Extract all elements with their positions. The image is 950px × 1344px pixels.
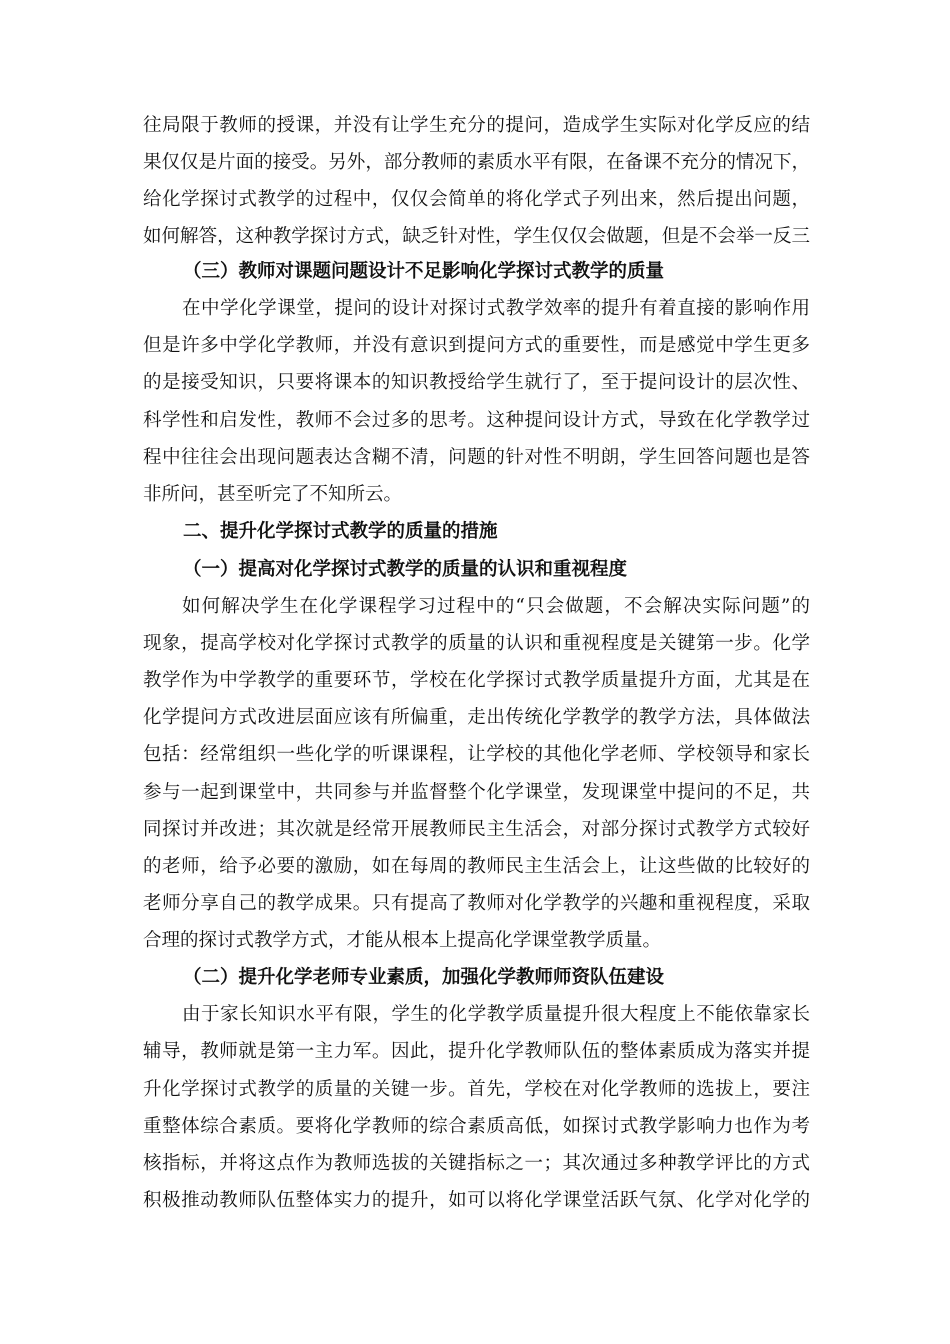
paragraph-line: 参与一起到课堂中，共同参与并监督整个化学课堂，发现课堂中提问的不足，共	[143, 782, 810, 803]
paragraph-line: 如何解答，这种教学探讨方式，缺乏针对性，学生仅仅会做题，但是不会举一反三	[143, 226, 810, 247]
paragraph-line: 程中往往会出现问题表达含糊不清，问题的针对性不明朗，学生回答问题也是答	[143, 447, 810, 468]
paragraph-line: 现象，提高学校对化学探讨式教学的质量的认识和重视程度是关键第一步。化学	[143, 633, 810, 654]
paragraph-line: 教学作为中学教学的重要环节，学校在化学探讨式教学质量提升方面，尤其是在	[143, 670, 810, 691]
paragraph-line: 辅导，教师就是第一主力军。因此，提升化学教师队伍的整体素质成为落实并提	[143, 1041, 810, 1062]
paragraph-line: 非所问，甚至听完了不知所云。	[143, 484, 403, 505]
paragraph-line: 在中学化学课堂，提问的设计对探讨式教学效率的提升有着直接的影响作用	[182, 298, 810, 319]
paragraph-line: 化学提问方式改进层面应该有所偏重，走出传统化学教学的教学方法，具体做法	[143, 707, 810, 728]
paragraph-line: 科学性和启发性，教师不会过多的思考。这种提问设计方式，导致在化学教学过	[143, 410, 810, 431]
paragraph-line: 核指标，并将这点作为教师选拔的关键指标之一；其次通过多种教学评比的方式	[143, 1153, 810, 1174]
paragraph-line: 合理的探讨式教学方式，才能从根本上提高化学课堂教学质量。	[143, 930, 662, 951]
paragraph-line: 的老师，给予必要的激励，如在每周的教师民主生活会上，让这些做的比较好的	[143, 856, 810, 877]
paragraph-line: 如何解决学生在化学课程学习过程中的“只会做题，不会解决实际问题”的	[182, 596, 810, 617]
chapter-heading: 二、提升化学探讨式教学的质量的措施	[183, 521, 498, 542]
section-heading: （一）提高对化学探讨式教学的质量的认识和重视程度	[183, 559, 628, 580]
paragraph-line: 升化学探讨式教学的质量的关键一步。首先，学校在对化学教师的选拔上，要注	[143, 1079, 810, 1100]
paragraph-line: 老师分享自己的教学成果。只有提高了教师对化学教学的兴趣和重视程度，采取	[143, 893, 810, 914]
paragraph-line: 包括：经常组织一些化学的听课课程，让学校的其他化学老师、学校领导和家长	[143, 744, 810, 765]
paragraph-line: 同探讨并改进；其次就是经常开展教师民主生活会，对部分探讨式教学方式较好	[143, 819, 810, 840]
section-heading: （三）教师对课题问题设计不足影响化学探讨式教学的质量	[183, 261, 665, 282]
paragraph-line: 果仅仅是片面的接受。另外，部分教师的素质水平有限，在备课不充分的情况下，	[143, 152, 810, 173]
paragraph-line: 重整体综合素质。要将化学教师的综合素质高低，如探讨式教学影响力也作为考	[143, 1116, 810, 1137]
paragraph-line: 由于家长知识水平有限，学生的化学教学质量提升很大程度上不能依靠家长	[182, 1004, 810, 1025]
paragraph-line: 的是接受知识，只要将课本的知识教授给学生就行了，至于提问设计的层次性、	[143, 372, 810, 393]
paragraph-line: 往局限于教师的授课，并没有让学生充分的提问，造成学生实际对化学反应的结	[143, 115, 810, 136]
paragraph-line: 给化学探讨式教学的过程中，仅仅会简单的将化学式子列出来，然后提出问题，	[143, 189, 810, 210]
paragraph-line: 但是许多中学化学教师，并没有意识到提问方式的重要性，而是感觉中学生更多	[143, 335, 810, 356]
paragraph-line: 积极推动教师队伍整体实力的提升，如可以将化学课堂活跃气氛、化学对化学的	[143, 1190, 810, 1211]
section-heading: （二）提升化学老师专业素质，加强化学教师师资队伍建设	[183, 967, 665, 988]
